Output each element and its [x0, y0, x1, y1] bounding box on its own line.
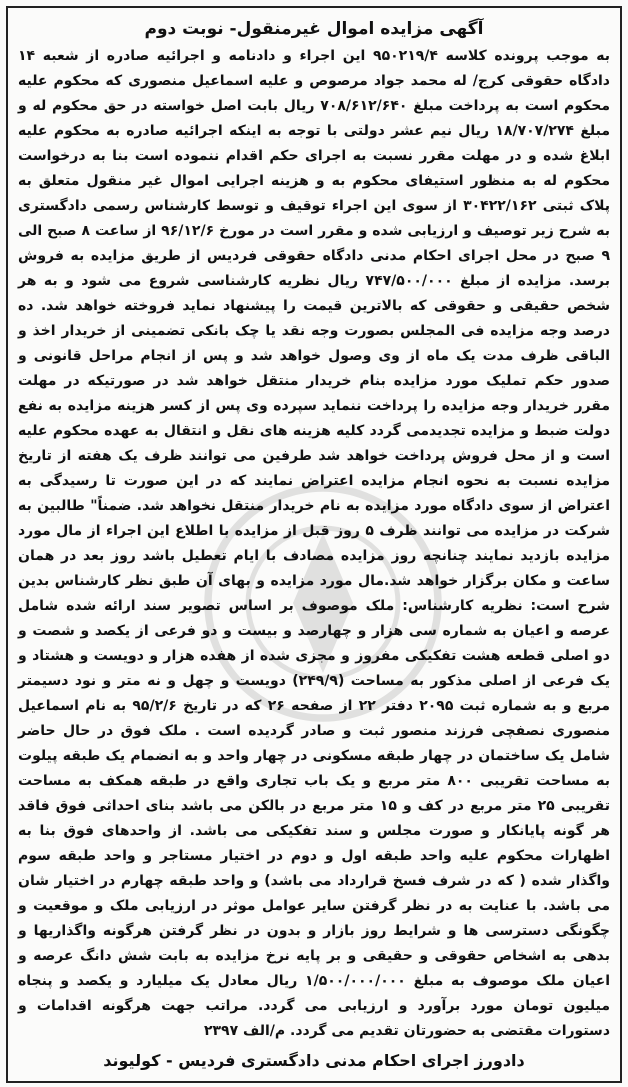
notice-frame: [6, 6, 622, 1083]
notice-body: به موجب پرونده کلاسه ۹۵۰۲۱۹/۴ این اجراء و دادنامه و اجرائیه صادره از شعبه ۱۴ دادگاه حقوقی کرج/ له محمد جواد مرصوص و علیه اسماعیل منصوری که محکوم علیه محکوم است به پرداخت مبلغ ۷۰۸/۶۱۲/۶۴۰ ریال بابت اصل خواسته در حق محکوم له و مبلغ ۱۸/۷۰۷/۲۷۴ ریال نیم عشر دولتی با توجه به اینکه اجرائیه صادره به محکوم علیه ابلاغ شده و در مهلت مقرر نسبت به اجرای حکم اقدام ننموده است بنا به درخواست محکوم له به منظور استیفای محکوم به و هزینه اجرایی اموال غیر منقول متعلق به پلاک ثبتی ۳۰۴۲۲/۱۶۲ از سوی این اجراء توقیف و توسط کارشناس رسمی دادگستری به شرح زیر توصیف و ارزیابی شده و مقرر است در مورخ ۹۶/۱۲/۶ از ساعت ۸ صبح الی ۹ صبح در محل اجرای احکام مدنی دادگاه حقوقی فردیس از طریق مزایده به فروش برسد. مزایده از مبلغ ۷۴۷/۵۰۰/۰۰۰ ریال نظریه کارشناسی شروع می شود و به هر شخص حقیقی و حقوقی که بالاترین قیمت را پیشنهاد نماید فروخته خواهد شد. ده درصد وجه مزایده فی المجلس بصورت وجه نقد یا چک بانکی تضمینی از خریدار اخذ و الباقی ظرف مدت یک ماه از وی وصول خواهد شد و پس از انجام مراحل قانونی و صدور حکم تملیک مورد مزایده بنام خریدار منتقل خواهد شد در صورتیکه در مهلت مقرر خریدار وجه مزایده را پرداخت ننماید سپرده وی پس از کسر هزینه مزایده به نفع دولت ضبط و مزایده تجدیدمی گردد کلیه هزینه های نقل و انتقال به عهده محکوم علیه است و از محل فروش پرداخت خواهد شد طرفین می توانند ظرف یک هفته از تاریخ مزایده نسبت به نحوه انجام مزایده اعتراض نمایند که در این صورت تا رسیدگی به اعتراض از سوی دادگاه مورد مزایده به نام خریدار منتقل نخواهد شد. ضمناً" طالبین به شرکت در مزایده می توانند ظرف ۵ روز قبل از مزایده با اطلاع این اجراء از مال مورد مزایده بازدید نمایند چنانچه روز مزایده مصادف با ایام تعطیل باشد روز بعد در همان ساعت و مکان برگزار خواهد شد.مال مورد مزایده و بهای آن طبق نظر کارشناس بدین شرح است: نظریه کارشناس: ملک موصوف بر اساس تصویر سند ارائه شده شامل عرصه و اعیان به شماره سی هزار و چهارصد و بیست و دو فرعی از یکصد و شصت و دو اصلی قطعه هشت تفکیکی مفروز و مجزی شده از هفده هزار و دویست و هشتاد و یک فرعی از اصلی مذکور به مساحت (۲۴۹/۹) دویست و چهل و نه متر و نود دسیمتر مربع و به شماره ثبت ۲۰۹۵ دفتر ۲۲ از صفحه ۲۶ که در تاریخ ۹۵/۲/۶ به نام اسماعیل منصوری نصفچی فرزند منصور ثبت و صادر گردیده است . ملک فوق در حال حاضر شامل یک ساختمان در چهار طبقه مسکونی در چهار واحد و به انضمام یک طبقه پیلوت به مساحت تقریبی ۸۰۰ متر مربع و یک باب تجاری واقع در طبقه همکف به مساحت تقریبی ۲۵ متر مربع در کف و ۱۵ متر مربع در بالکن می باشد بنای احداثی فوق فاقد هر گونه پایانکار و صورت مجلس و سند تفکیکی می باشد. از واحدهای فوق بنا به اظهارات محکوم علیه واحد طبقه اول و دوم در اختیار مستاجر و واحد طبقه سوم واگذار شده ( که در شرف فسخ قرارداد می باشد) و واحد طبقه چهارم در اختیار شان می باشد. با عنایت به در نظر گرفتن سایر عوامل موثر در ارزیابی ملک و موقعیت و چگونگی دسترسی ها و شرایط روز بازار و بدون در نظر گرفتن هرگونه واگذاریها و بدهی به اشخاص حقوقی و حقیقی و بر پایه نرخ مزایده به بابت شش دانگ عرصه و اعیان ملک موصوف به مبلغ ۱/۵۰۰/۰۰۰/۰۰۰ ریال معادل یک میلیارد و یکصد و پنجاه میلیون تومان مورد برآورد و ارزیابی می گردد. مراتب جهت هرگونه اقدامات و دستورات مقتضی به حضورتان تقدیم می گردد. م/الف ۲۳۹۷: [18, 48, 611, 1039]
notice-signature: دادورز اجرای احکام مدنی دادگستری فردیس - کولیوند: [103, 1051, 525, 1070]
notice-title: آگهی مزایده اموال غیرمنقول- نوبت دوم: [144, 19, 484, 39]
